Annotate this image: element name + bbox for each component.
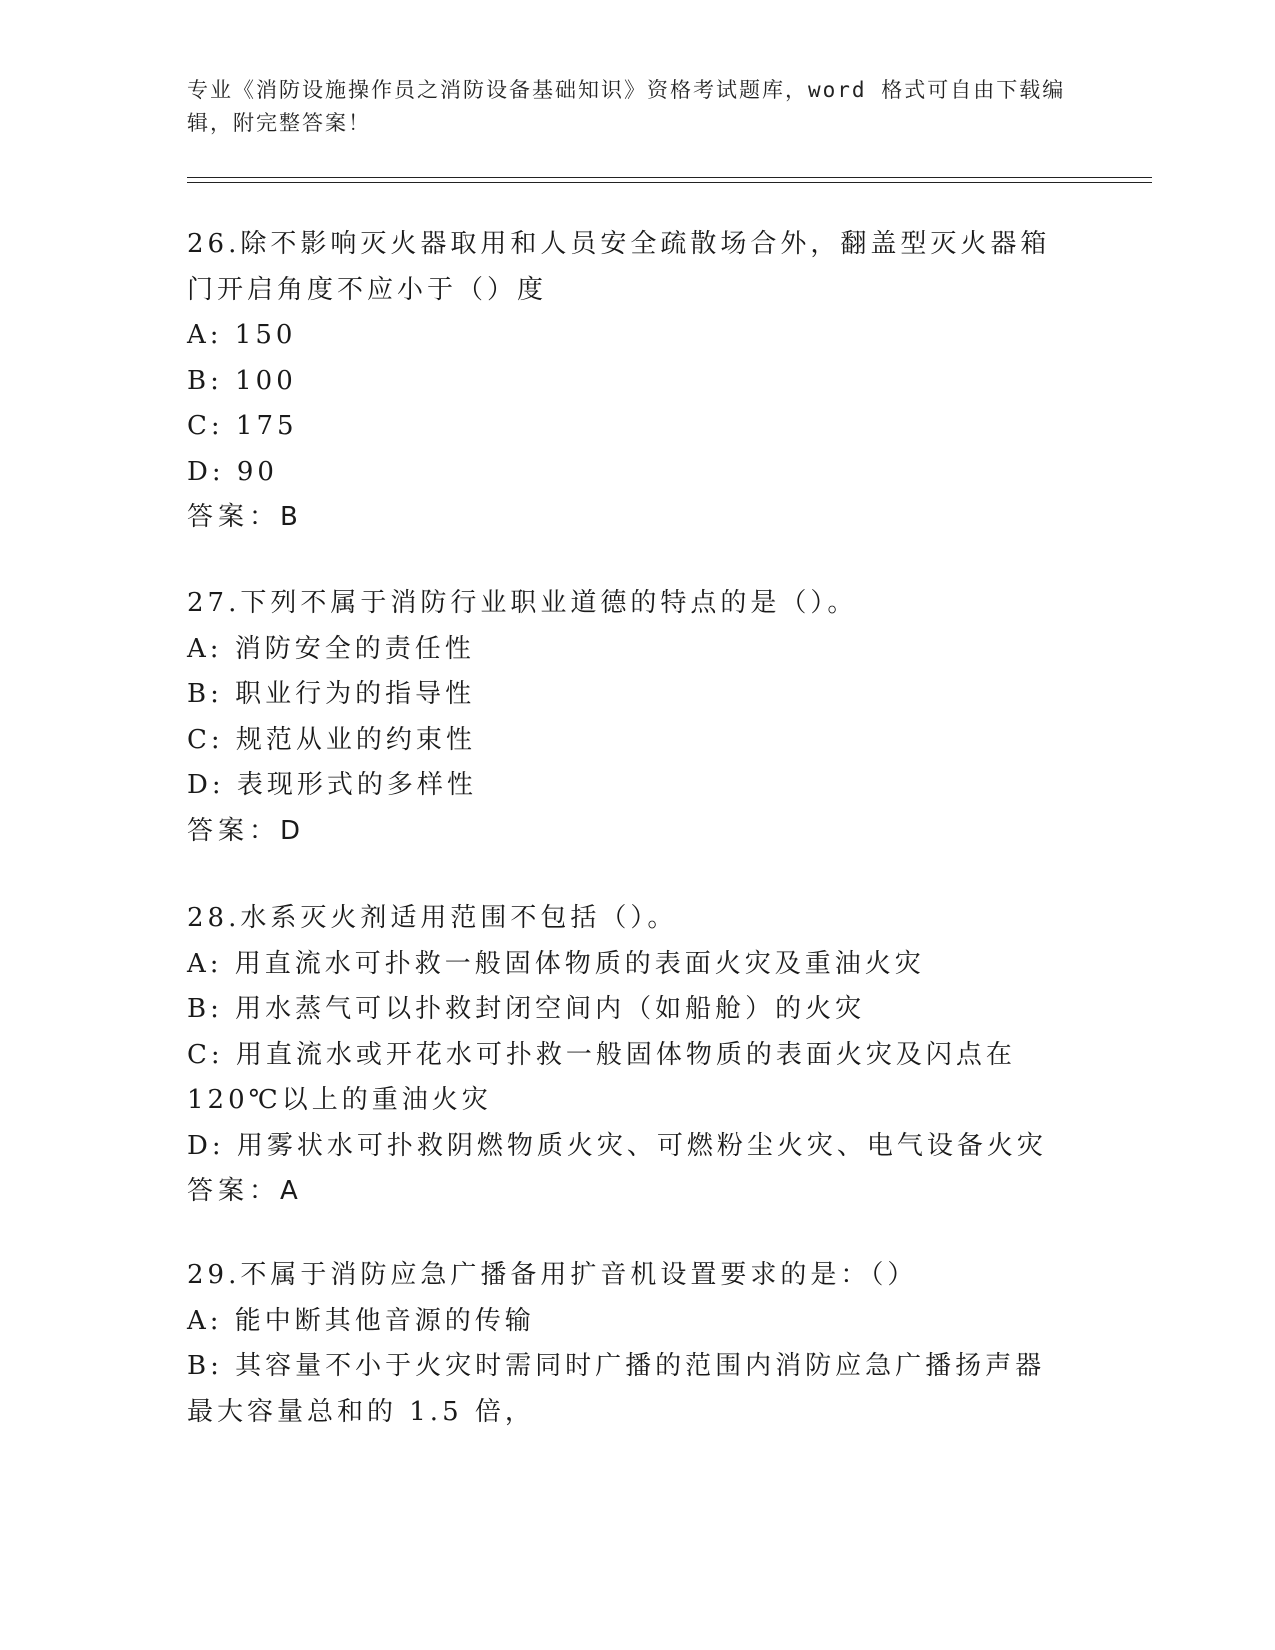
question-stem: 28.水系灭火剂适用范围不包括（）。 [187, 903, 678, 933]
question-stem: 26.除不影响灭火器取用和人员安全疏散场合外，翻盖型灭火器箱门开启角度不应小于（）度 [187, 229, 1051, 305]
question-26 [187, 222, 1067, 541]
question-stem: 29.不属于消防应急广播备用扩音机设置要求的是：（） [187, 1260, 918, 1290]
answer-line [187, 809, 1067, 855]
answer-value: B [280, 502, 301, 532]
answer-value: D [280, 815, 304, 846]
answer-line [187, 495, 1067, 541]
question-29 [187, 1253, 1067, 1435]
header-divider-top [187, 177, 1152, 178]
option-a: A: 消防安全的责任性 [187, 633, 475, 664]
header-divider-bottom [187, 182, 1152, 183]
option-b: B: 职业行为的指导性 [187, 679, 476, 709]
option-c: C: 175 [187, 411, 298, 441]
option-b: B: 100 [187, 365, 297, 396]
option-a: A: 能中断其他音源的传输 [187, 1305, 535, 1336]
question-stem: 27.下列不属于消防行业职业道德的特点的是（）。 [187, 588, 858, 618]
question-27 [187, 581, 1067, 854]
answer-label: 答案： [187, 815, 281, 846]
option-a: A: 用直流水可扑救一般固体物质的表面火灾及重油火灾 [187, 948, 925, 979]
option-c: C: 用直流水或开花水可扑救一般固体物质的表面火灾及闪点在 120℃以上的重油火灾 [187, 1039, 1016, 1115]
answer-value: A [280, 1176, 301, 1206]
option-b: B: 其容量不小于火灾时需同时广播的范围内消防应急广播扬声器最大容量总和的 1.5 倍， [187, 1351, 1046, 1427]
option-d: D: 用雾状水可扑救阴燃物质火灾、可燃粉尘火灾、电气设备火灾 [187, 1130, 1047, 1161]
answer-label: 答案： [187, 1176, 281, 1206]
answer-line [187, 1169, 1067, 1215]
document-header: 专业《消防设施操作员之消防设备基础知识》资格考试题库，word 格式可自由下载编辑，附完整答案！ [187, 78, 1066, 135]
option-d: D: 表现形式的多样性 [187, 770, 477, 800]
question-28 [187, 896, 1067, 1215]
option-d: D: 90 [187, 456, 278, 487]
option-c: C: 规范从业的约束性 [187, 724, 476, 755]
option-a: A: 150 [187, 320, 297, 350]
option-b: B: 用水蒸气可以扑救封闭空间内（如船舱）的火灾 [187, 994, 866, 1024]
answer-label: 答案： [187, 502, 281, 532]
